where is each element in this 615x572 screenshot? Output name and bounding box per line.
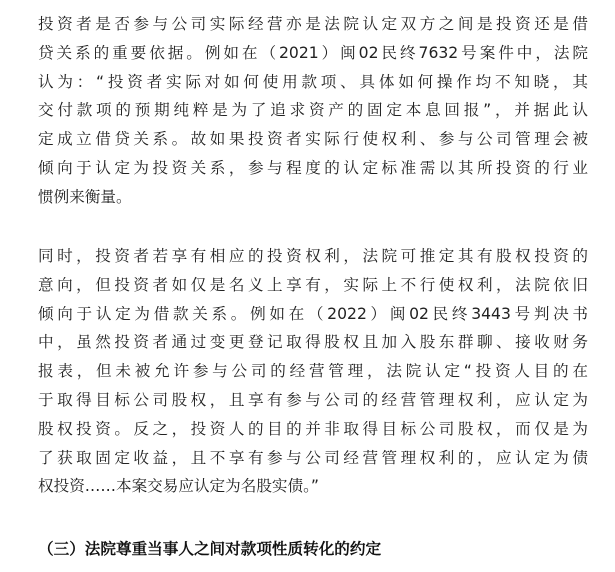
section-heading: （三）法院尊重当事人之间对款项性质转化的约定 xyxy=(38,540,382,558)
text-line: 了获取固定收益，且不享有参与公司经营管理权利的，应认定为债 xyxy=(38,448,588,467)
text-line: 报表，但未被允许参与公司的经营管理，法院认定“投资人目的在 xyxy=(38,362,588,381)
text-line: 股权投资。反之，投资人的目的并非取得目标公司股权，而仅是为 xyxy=(38,419,588,438)
text-line: 贷关系的重要依据。例如在（2021）闽02民终7632号案件中，法院 xyxy=(38,43,588,62)
paragraph-investor-participation xyxy=(38,10,588,212)
text-line: 于取得目标公司股权，且享有参与公司的经营管理权利，应认定为 xyxy=(38,390,588,409)
text-line: 中，虽然投资者通过变更登记取得股权且加入股东群聊、接收财务 xyxy=(38,333,588,352)
text-line: 权投资……本案交易应认定为名股实债。” xyxy=(38,477,319,496)
text-line: 倾向于认定为投资关系，参与程度的认定标准需以其所投资的行业 xyxy=(38,158,588,177)
text-line: 交付款项的预期纯粹是为了追求资产的固定本息回报”，并据此认 xyxy=(38,101,588,120)
text-line: 惯例来衡量。 xyxy=(38,187,132,206)
text-line: 定成立借贷关系。故如果投资者实际行使权利、参与公司管理会被 xyxy=(38,130,588,149)
text-line: 倾向于认定为借款关系。例如在（2022）闽02民终3443号判决书 xyxy=(38,304,588,323)
text-line: 认为：“投资者实际对如何使用款项、具体如何操作均不知晓，其 xyxy=(38,72,588,91)
text-line: 意向，但投资者如仅是名义上享有，实际上不行使权利，法院依旧 xyxy=(38,275,588,294)
text-line: 同时，投资者若享有相应的投资权利，法院可推定其有股权投资的 xyxy=(38,247,588,265)
paragraph-investor-rights xyxy=(38,242,588,501)
text-line: 投资者是否参与公司实际经营亦是法院认定双方之间是投资还是借 xyxy=(38,15,588,33)
